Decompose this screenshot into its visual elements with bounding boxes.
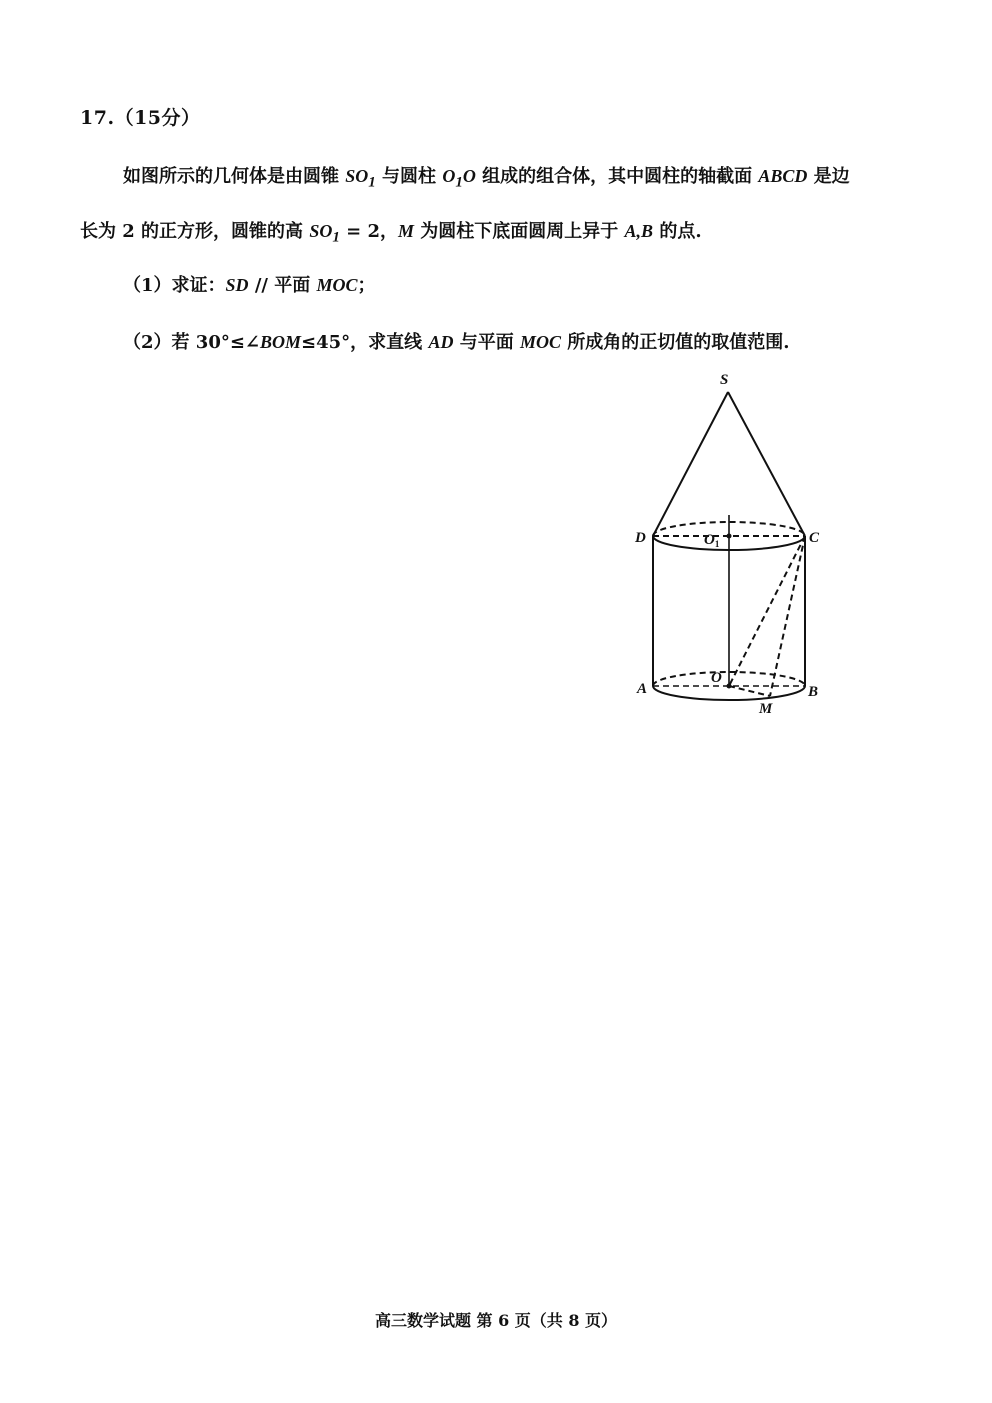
- math-text: SO: [309, 221, 333, 241]
- problem-part-1: [123, 273, 376, 298]
- point-o1: [727, 534, 732, 539]
- page-footer: 高三数学试题 第 6 页（共 8 页）: [374, 1311, 618, 1330]
- math-moc: MOC: [316, 275, 358, 295]
- text: 所成角的正切值的取值范围.: [561, 332, 790, 353]
- text: ≤45°，求直线: [301, 332, 429, 353]
- text: // 平面: [248, 275, 317, 296]
- text: 的点.: [653, 221, 702, 242]
- label-m: M: [759, 701, 773, 717]
- math-subscript: 1: [368, 174, 376, 191]
- problem-heading: [80, 103, 201, 130]
- problem-intro-line-2: [80, 219, 702, 250]
- text: 长为 2 的正方形，圆锥的高: [80, 221, 310, 242]
- math-so1: [309, 221, 340, 246]
- label-o: O: [711, 670, 722, 686]
- math-text: O: [462, 166, 476, 186]
- geometry-figure: [620, 360, 840, 730]
- math-subscript: 1: [455, 174, 463, 191]
- problem-part-2: [123, 330, 790, 355]
- label-o1-sub: 1: [714, 539, 720, 549]
- math-ab: A,B: [624, 221, 654, 241]
- segment-om: [729, 686, 770, 696]
- label-s: S: [720, 372, 729, 388]
- text: 与圆柱: [375, 166, 443, 187]
- label-b: B: [808, 684, 819, 700]
- label-a: A: [637, 681, 648, 697]
- label-o1-main: O: [704, 532, 715, 548]
- point-o: [727, 684, 732, 689]
- math-o1o: [442, 166, 476, 191]
- text: 是边: [807, 166, 850, 187]
- math-abcd: ABCD: [758, 166, 808, 186]
- math-text: O: [442, 166, 456, 186]
- math-ad: AD: [428, 332, 454, 352]
- text: ；: [357, 275, 376, 296]
- math-bom: BOM: [260, 332, 302, 352]
- text: 组成的组合体，其中圆柱的轴截面: [475, 166, 759, 187]
- text: 与平面: [453, 332, 520, 353]
- math-m: M: [397, 221, 414, 241]
- cone-edge-sd: [653, 392, 728, 536]
- cone-edge-sc: [728, 392, 805, 536]
- segment-mc: [770, 536, 805, 696]
- label-d: D: [635, 530, 646, 546]
- math-text: SO: [345, 166, 369, 186]
- math-subscript: 1: [332, 229, 340, 246]
- problem-number: 17.: [80, 107, 115, 129]
- text: 如图所示的几何体是由圆锥: [123, 166, 346, 187]
- problem-score: （15分）: [114, 107, 201, 129]
- label-c: C: [809, 530, 820, 546]
- cone-cylinder-diagram: [620, 360, 840, 730]
- text: （1）求证：: [123, 275, 226, 296]
- text: = 2，: [339, 221, 398, 242]
- text: （2）若 30°≤∠: [123, 332, 261, 353]
- math-sd: SD: [225, 275, 249, 295]
- math-moc: MOC: [520, 332, 562, 352]
- text: 为圆柱下底面圆周上异于: [414, 221, 625, 242]
- problem-intro-line-1: [123, 164, 850, 195]
- label-o1: [704, 532, 720, 549]
- segment-oc: [729, 536, 805, 686]
- math-so1: [345, 166, 376, 191]
